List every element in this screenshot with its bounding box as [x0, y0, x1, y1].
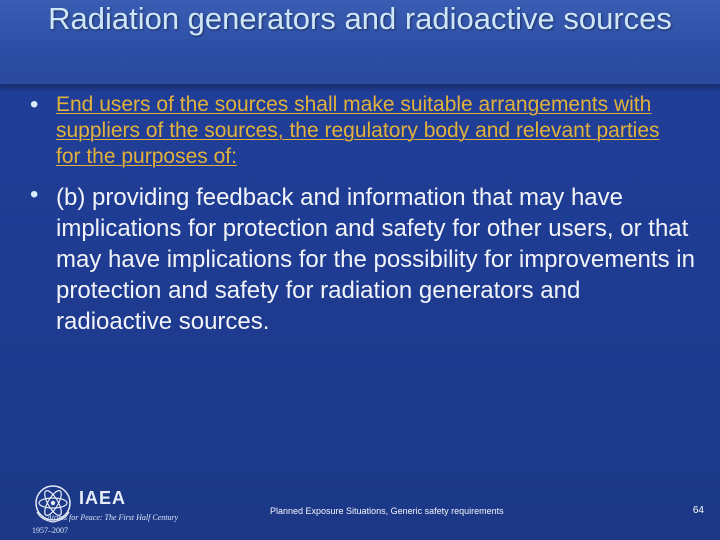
logo-years: 1957–2007 — [32, 526, 68, 535]
bullet-2-text: (b) providing feedback and information that may have implications for protection and safety for other users, or that may have implications for the possibility for improvements in protection and safety for radiation generators and radioactive sources. — [56, 184, 695, 335]
slide-title: Radiation generators and radioactive sources — [48, 1, 672, 36]
iaea-logo — [32, 482, 262, 540]
bullet-icon: • — [30, 91, 39, 118]
slide-content — [30, 92, 700, 447]
logo-tagline: Atoms for Peace: The First Half Century — [47, 513, 179, 522]
bullet-item-2 — [30, 182, 701, 337]
bullet-1-lead: End users — [56, 93, 157, 116]
bullet-1-text — [56, 93, 660, 168]
bullet-1-body: of the sources shall make suitable arrangements with suppliers of the sources, the regulatory body and relevant parties for the purposes of: — [56, 93, 660, 168]
bullet-icon: • — [30, 181, 39, 208]
iaea-wordmark: IAEA — [79, 488, 127, 508]
page-number: 64 — [692, 505, 704, 516]
footer-caption: Planned Exposure Situations, Generic safety requirements — [270, 506, 504, 516]
bullet-item-1 — [30, 92, 666, 170]
title-band — [0, 0, 720, 86]
